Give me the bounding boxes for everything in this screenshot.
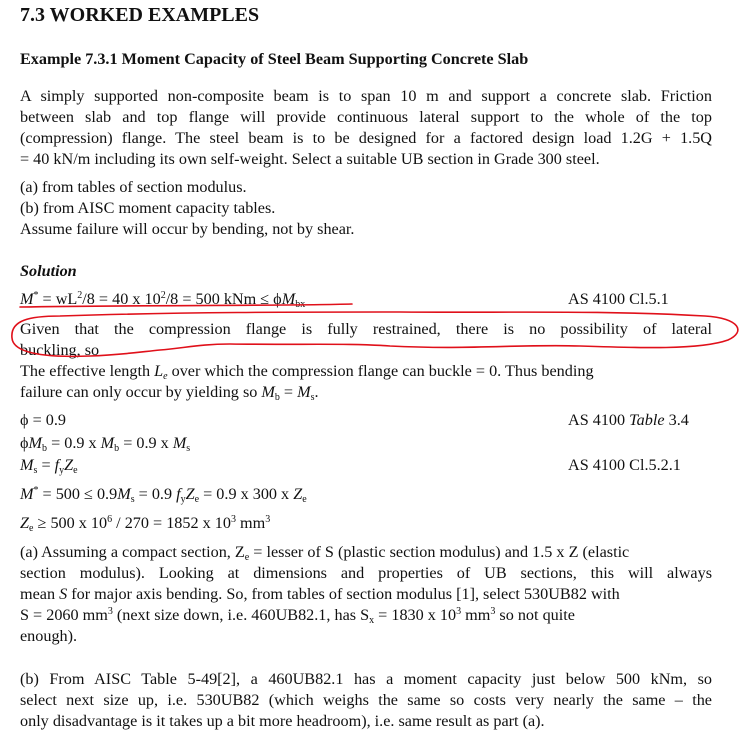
part-a-line-3: mean S for major axis bending. So, from tables of section modulus [1], select 530UB82 with xyxy=(20,585,620,603)
part-b-line-2: select next size up, i.e. 530UB82 (which weighs the same so costs very nearly the same – the xyxy=(20,691,712,709)
ze-equation: $Z_e \ge 500$ x $10^6 / 270 = 1852$ x $10^3$ $mm^3$ xyxy=(20,514,271,534)
ms-equation: $M_s = f_yZ_e$ xyxy=(20,456,78,476)
problem-line-3: (compression) flange. The steel beam is to be designed for a factored design load 1.2G + 1.5Q xyxy=(20,129,712,147)
part-a-line-5: enough). xyxy=(20,627,78,645)
phi-mb-equation: $\phi M_b = 0.9$ x $M_b = 0.9$ x $M_s$ xyxy=(20,434,191,454)
problem-line-4: = 40 kN/m including its own self-weight. Select a suitable UB section in Grade 300 steel. xyxy=(20,150,600,168)
option-a: (a) from tables of section modulus. xyxy=(20,178,247,196)
reference-cl-5-2-1: AS 4100 Cl.5.2.1 xyxy=(568,456,681,474)
reference-table-3-4: AS 4100 Table 3.4 xyxy=(568,411,689,429)
part-a-line-4: S = 2060 $mm^3$ (next size down, i.e. 460UB82.1, has $S_x = 1830$ x $10^3$ $mm^3$ so not quite xyxy=(20,606,575,626)
example-title: Example 7.3.1 Moment Capacity of Steel Beam Supporting Concrete Slab xyxy=(20,50,529,68)
m-star-equation: $M^* = 500 \le 0.9M_s = 0.9$ $f_yZ_e = 0.9$ x 300 x $Z_e$ xyxy=(20,485,307,505)
restraint-line-1: Given that the compression flange is fully restrained, there is no possibility of lateral xyxy=(20,320,712,338)
problem-line-2: between slab and top flange will provide continuous lateral support to the whole of the top xyxy=(20,108,712,126)
assumption: Assume failure will occur by bending, not by shear. xyxy=(20,220,355,238)
part-a-line-1: (a) Assuming a compact section, $Z_e$ = lesser of S (plastic section modulus) and 1.5 x Z (elastic xyxy=(20,543,630,563)
reference-cl-5-1: AS 4100 Cl.5.1 xyxy=(568,290,669,308)
option-b: (b) from AISC moment capacity tables. xyxy=(20,199,276,217)
part-a-line-2: section modulus). Looking at dimensions and properties of UB sections, this will always xyxy=(20,564,712,582)
section-heading: 7.3 WORKED EXAMPLES xyxy=(20,4,260,26)
part-b-line-3: only disadvantage is it takes up a bit more headroom), i.e. same result as part (a). xyxy=(20,712,545,730)
effective-length-line-2: failure can only occur by yielding so $M_b = M_s$. xyxy=(20,383,319,403)
problem-line-1: A simply supported non-composite beam is to span 10 m and support a concrete slab. Friction xyxy=(20,87,712,105)
moment-equation: $M^* = wL^2/8 = 40$ x $10^2/8 = 500$ kNm ≤ $\phi M_{bx}$ xyxy=(20,290,306,310)
solution-heading: Solution xyxy=(20,262,77,280)
effective-length-line-1: The effective length $L_e$ over which the compression flange can buckle = 0. Thus bending xyxy=(20,362,594,382)
phi-value: ϕ = 0.9 xyxy=(20,411,66,429)
part-b-line-1: (b) From AISC Table 5-49[2], a 460UB82.1 has a moment capacity just below 500 kNm, so xyxy=(20,670,712,688)
restraint-line-2: buckling, so xyxy=(20,341,100,359)
